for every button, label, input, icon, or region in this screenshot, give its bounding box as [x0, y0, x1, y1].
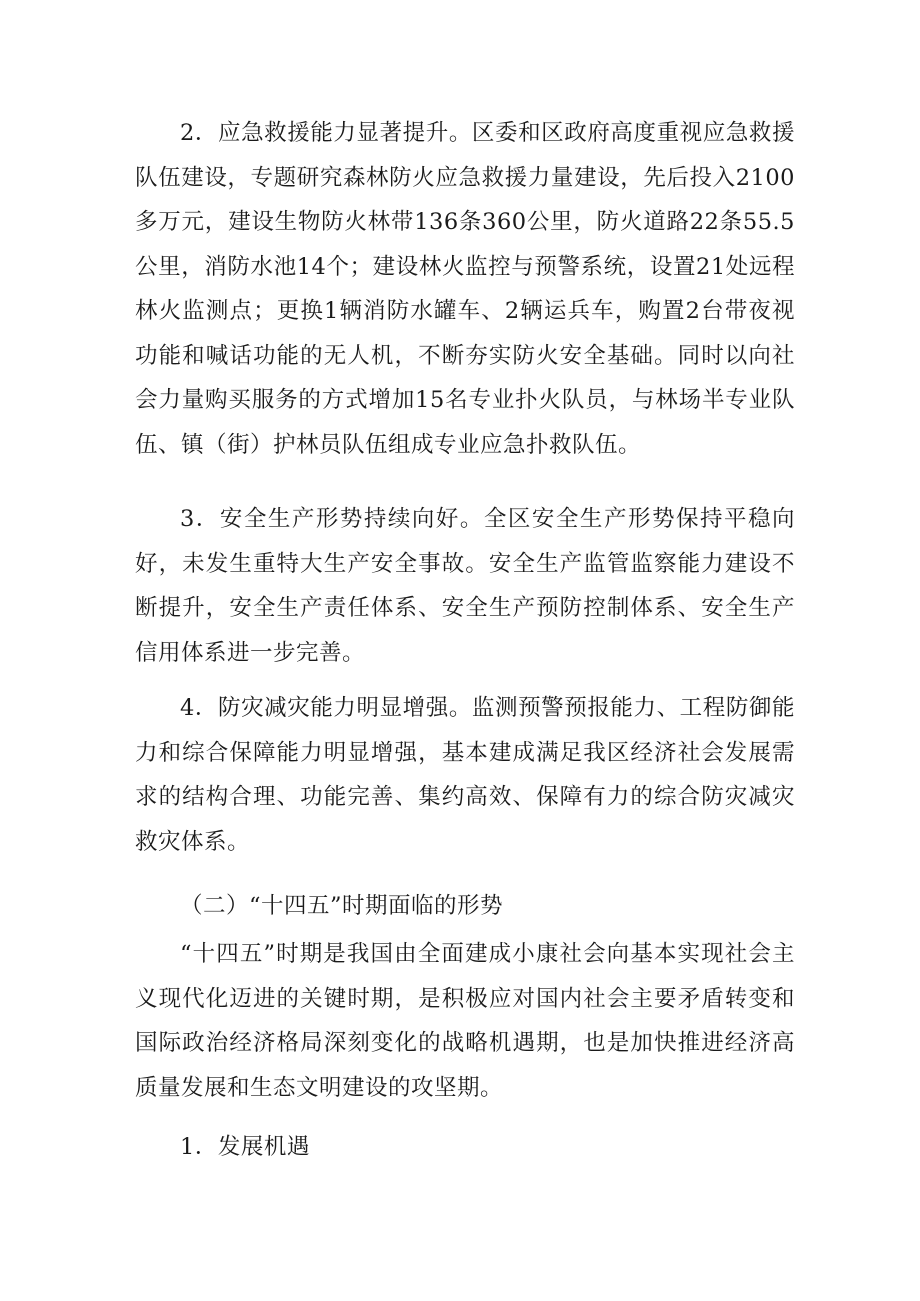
paragraph-safety-production: 3．安全生产形势持续向好。全区安全生产形势保持平稳向好，未发生重特大生产安全事故。安全生产监管监察能力建设不断提升，安全生产责任体系、安全生产预防控制体系、安全生产信用体系进一步完善。 [135, 506, 795, 666]
paragraph-fourteenth-five-year: “十四五”时期是我国由全面建成小康社会向基本实现社会主义现代化迈进的关键时期，是积极应对国内社会主要矛盾转变和国际政治经济格局深刻变化的战略机遇期，也是加快推进经济高质量发展和生态文明建设的攻坚期。 [135, 941, 795, 1101]
paragraph-emergency-rescue: 2．应急救援能力显著提升。区委和区政府高度重视应急救援队伍建设，专题研究森林防火应急救援力量建设，先后投入2100多万元，建设生物防火林带136条360公里，防火道路22条55.5公里，消防水池14个；建设林火监控与预警系统，设置21处远程林火监测点；更换1辆消防水罐车、2辆运兵车，购置2台带夜视功能和喊话功能的无人机，不断夯实防火安全基础。同时以向社会力量购买服务的方式增加15名专业扑火队员，与林场半专业队伍、镇（街）护林员队伍组成专业应急扑救队伍。 [135, 120, 795, 458]
paragraph-disaster-prevention: 4．防灾减灾能力明显增强。监测预警预报能力、工程防御能力和综合保障能力明显增强，基本建成满足我区经济社会发展需求的结构合理、功能完善、集约高效、保障有力的综合防灾减灾救灾体系。 [135, 695, 795, 855]
subheading-development-opportunities: 1．发展机遇 [180, 1134, 310, 1160]
section-heading: （二）“十四五”时期面临的形势 [180, 893, 504, 919]
